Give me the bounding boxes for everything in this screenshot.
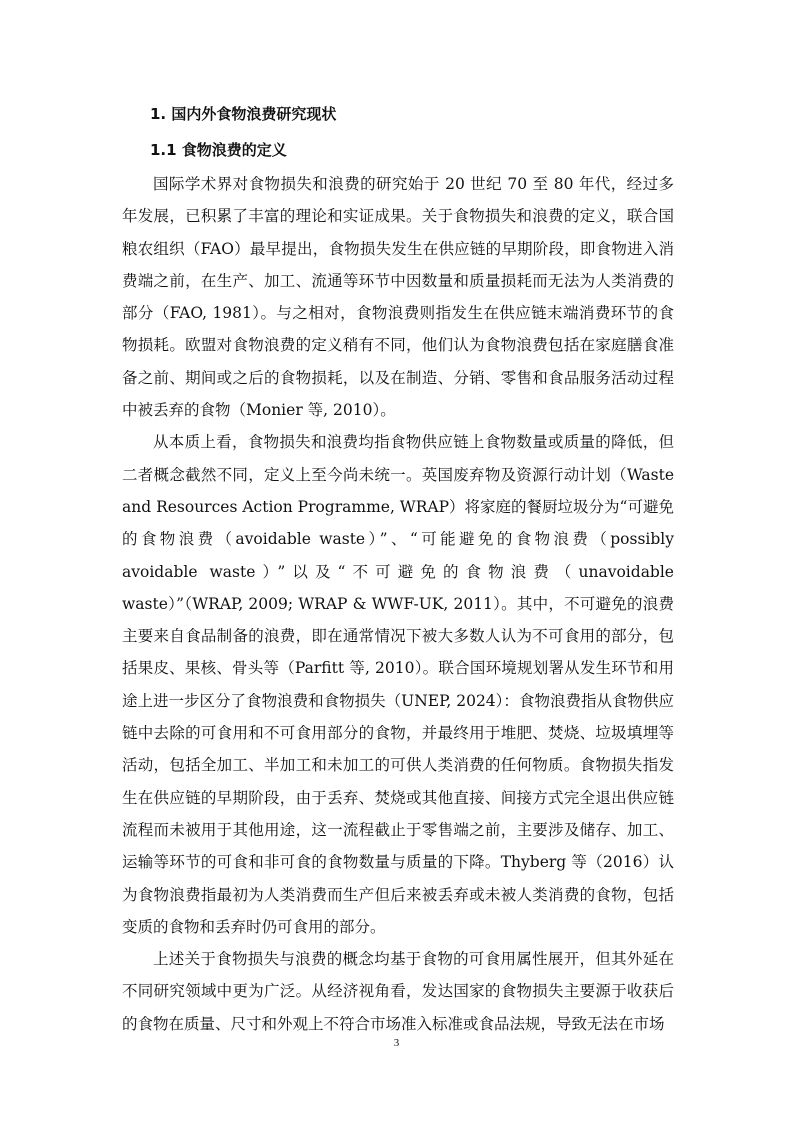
body-paragraph-3: 上述关于食物损失与浪费的概念均基于食物的可食用属性展开，但其外延在不同研究领域中更为广泛。从经济视角看，发达国家的食物损失主要源于收获后的食物在质量、尺寸和外观上不符合市场准入标准或食品法规，导致无法在市场 [122, 950, 674, 1033]
subsection-heading: 1.1 食物浪费的定义 [150, 141, 287, 159]
page-number: 3 [393, 1037, 400, 1049]
body-paragraph-1: 国际学术界对食物损失和浪费的研究始于 20 世纪 70 至 80 年代，经过多年发展，已积累了丰富的理论和实证成果。关于食物损失和浪费的定义，联合国粮农组织（FAO）最早提出，食物损失发生在供应链的早期阶段，即食物进入消费端之前，在生产、加工、流通等环节中因数量和质量损耗而无法为人类消费的部分（FAO, 1981）。与之相对，食物浪费则指发生在供应链末端消费环节的食物损耗。欧盟对食物浪费的定义稍有不同，他们认为食物浪费包括在家庭膳食准备之前、期间或之后的食物损耗，以及在制造、分销、零售和食品服务活动过程中被丢弃的食物（Monier 等, 2010）。 [122, 175, 674, 420]
document-page [122, 96, 674, 1040]
section-heading: 1. 国内外食物浪费研究现状 [150, 105, 337, 123]
body-paragraph-2: 从本质上看，食物损失和浪费均指食物供应链上食物数量或质量的降低，但二者概念截然不同，定义上至今尚未统一。英国废弃物及资源行动计划（Waste and Resources Action Programme, WRAP）将家庭的餐厨垃圾分为“可避免的食物浪费（avoidable waste）”、“可能避免的食物浪费（possibly avoidable waste）”以及“不可避免的食物浪费（unavoidable waste）”（WRAP, 2009; WRAP & WWF-UK, 2011）。其中，不可避免的浪费主要来自食品制备的浪费，即在通常情况下被大多数人认为不可食用的部分，包括果皮、果核、骨头等（Parfitt 等, 2010）。联合国环境规划署从发生环节和用途上进一步区分了食物浪费和食物损失（UNEP, 2024）：食物浪费指从食物供应链中去除的可食用和不可食用部分的食物，并最终用于堆肥、焚烧、垃圾填埋等活动，包括全加工、半加工和未加工的可供人类消费的任何物质。食物损失指发生在供应链的早期阶段，由于丢弃、焚烧或其他直接、间接方式完全退出供应链流程而未被用于其他用途，这一流程截止于零售端之前，主要涉及储存、加工、运输等环节的可食和非可食的食物数量与质量的下降。Thyberg 等（2016）认为食物浪费指最初为人类消费而生产但后来被丢弃或未被人类消费的食物，包括变质的食物和丢弃时仍可食用的部分。 [122, 433, 674, 936]
